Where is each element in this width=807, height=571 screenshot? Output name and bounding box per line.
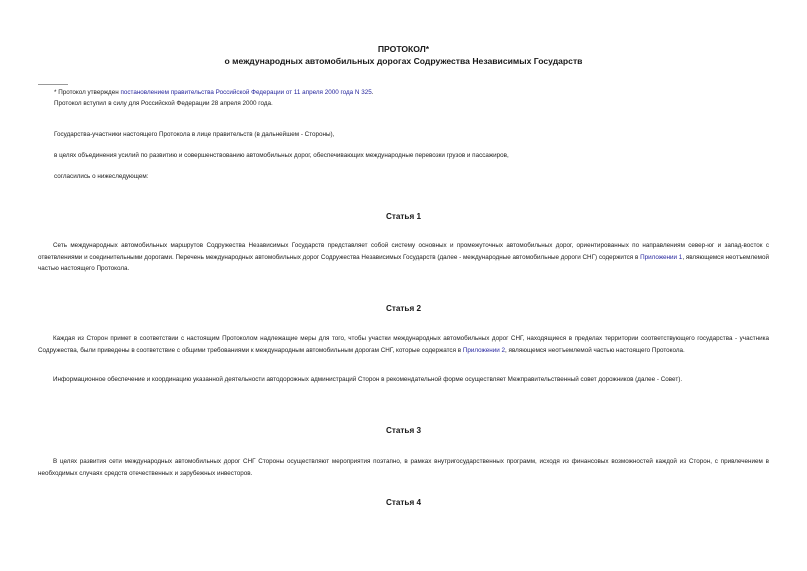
footnote-line-1 bbox=[54, 87, 373, 99]
article-1-paragraph bbox=[38, 240, 769, 275]
appendix-2-link[interactable]: Приложении 2 bbox=[462, 346, 506, 354]
footnote-suffix: . bbox=[371, 89, 374, 96]
article-1-heading: Статья 1 bbox=[385, 212, 422, 221]
article-3-heading: Статья 3 bbox=[385, 426, 422, 435]
preamble-agreed: согласились о нижеследующем: bbox=[54, 173, 149, 180]
appendix-1-link[interactable]: Приложении 1 bbox=[640, 253, 683, 261]
article-2-paragraph-2: Информационное обеспечение и координацию указанной деятельности автодорожных администраций Сторон в рекомендательной форме осуществляет Межправительственный совет дорожников (далее - Совет). bbox=[53, 376, 683, 383]
article-2-text-end: , являющемся неотъемлемой частью настоящего Протокола. bbox=[505, 346, 685, 354]
decree-link[interactable]: постановлением правительства Российской Федерации от 11 апреля 2000 года N 325 bbox=[120, 89, 372, 96]
article-1-text: Сеть международных автомобильных маршрутов Содружества Независимых Государств представляет собой систему основных и промежуточных автомобильных дорог, ориентированных по направлениям север-юг и запад-восток с ответвлениями и соединительными дорогами. Перечень международных автомобильных дорог Содружества Независимых Государств (далее - международные автомобильные дороги СНГ) содержится в bbox=[38, 242, 769, 261]
preamble-purpose: в целях объединения усилий по развитию и совершенствованию автомобильных дорог, обеспечивающих международные перевозки грузов и пассажиров, bbox=[54, 152, 509, 159]
footnote-divider bbox=[38, 84, 68, 85]
article-2-text: Каждая из Сторон примет в соответствии с настоящим Протоколом надлежащие меры для того, чтобы участки международных автомобильных дорог СНГ, находящиеся в пределах территории соответствующего государства - участника Содружества, были приведены в соответствие с общими требованиями к международным автомобильным дорогам СНГ, которые содержатся в bbox=[38, 335, 769, 354]
article-2-heading: Статья 2 bbox=[385, 304, 422, 313]
document-title: ПРОТОКОЛ* bbox=[377, 44, 430, 54]
document-subtitle: о международных автомобильных дорогах Содружества Независимых Государств bbox=[224, 56, 583, 66]
footnote-line-2: Протокол вступил в силу для Российской Федерации 28 апреля 2000 года. bbox=[54, 100, 273, 107]
article-3-paragraph: В целях развития сети международных автомобильных дорог СНГ Стороны осуществляют мероприятия поэтапно, в рамках внутригосударственных программ, исходя из финансовых возможностей каждой из Сторон, с привлечением в необходимых случаях средств отечественных и зарубежных инвесторов. bbox=[38, 458, 769, 477]
article-2-paragraph-1 bbox=[38, 333, 769, 356]
footnote-prefix: * Протокол утвержден bbox=[54, 89, 121, 96]
article-1-text-end: , являющемся неотъемлемой частью настоящего Протокола. bbox=[38, 253, 770, 273]
preamble-parties: Государства-участники настоящего Протокола в лице правительств (в дальнейшем - Стороны), bbox=[54, 131, 335, 138]
article-4-heading: Статья 4 bbox=[385, 498, 422, 507]
